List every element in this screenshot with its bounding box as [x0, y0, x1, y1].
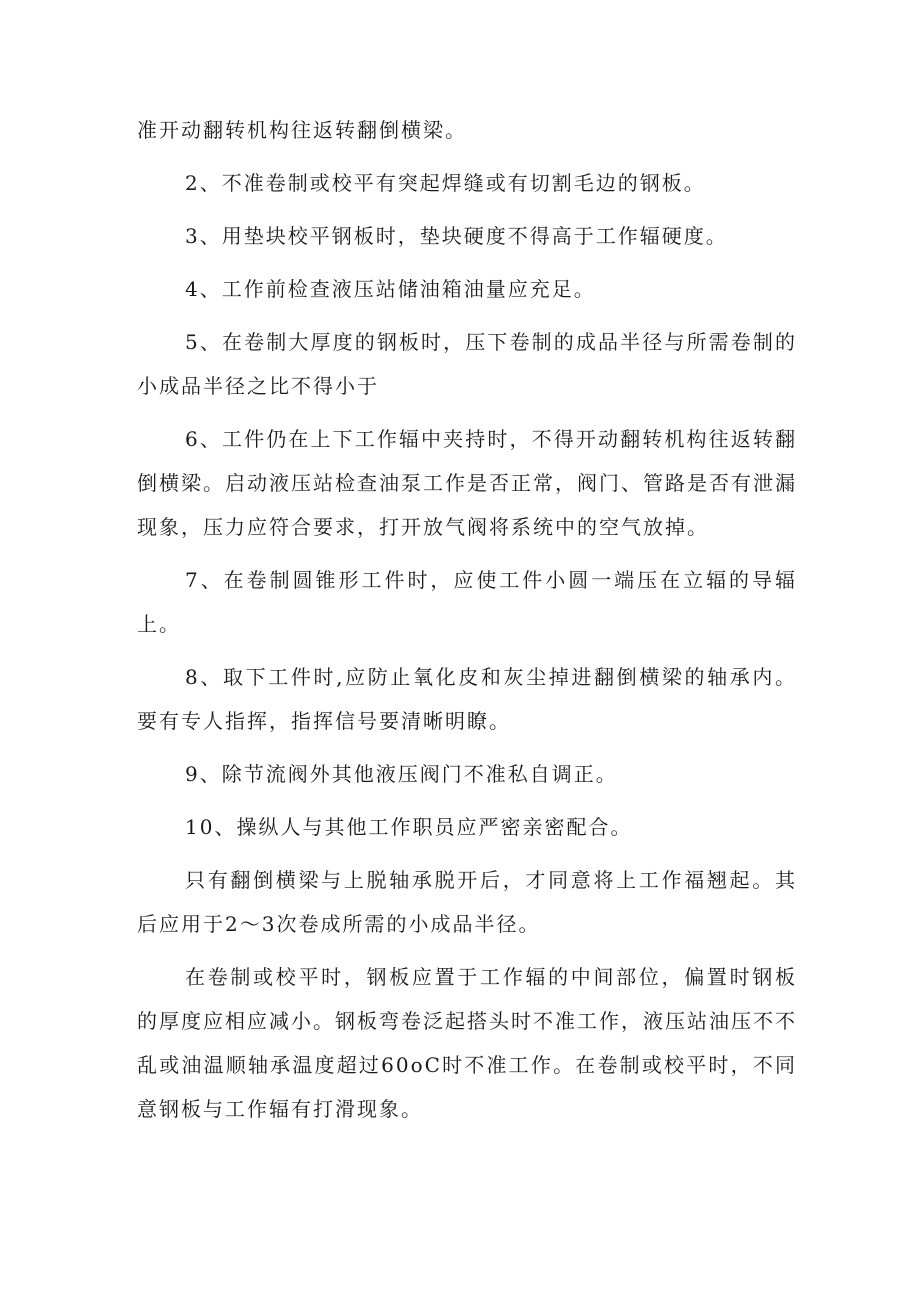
paragraph-item-5: 5、在卷制大厚度的钢板时，压下卷制的成品半径与所需卷制的小成品半径之比不得小于	[137, 330, 797, 398]
paragraph-note-rolling: 在卷制或校平时，钢板应置于工作辐的中间部位，偏置时钢板的厚度应相应减小。钢板弯卷泛起搭头时不准工作，液压站油压不不乱或油温顺轴承温度超过60oC时不准工作。在卷制或校平时，不同意钢板与工作辐有打滑现象。	[137, 965, 797, 1121]
document-body	[137, 108, 797, 1140]
paragraph-item-7: 7、在卷制圆锥形工件时，应使工件小圆一端压在立辐的导辐上。	[137, 568, 797, 636]
paragraph-continuation: 准开动翻转机构往返转翻倒横梁。	[137, 118, 467, 142]
paragraph-item-6: 6、工件仍在上下工作辐中夹持时，不得开动翻转机构往返转翻倒横梁。启动液压站检查油泵工作是否正常，阀门、管路是否有泄漏现象，压力应符合要求，打开放气阀将系统中的空气放掉。	[137, 427, 797, 539]
paragraph-note-upper-roll: 只有翻倒横梁与上脱轴承脱开后，才同意将上工作福翘起。其后应用于2〜3次卷成所需的小成品半径。	[137, 868, 797, 936]
paragraph-item-10: 10、操纵人与其他工作职员应严密亲密配合。	[185, 815, 633, 839]
paragraph-item-8: 8、取下工件时,应防止氧化皮和灰尘掉进翻倒横梁的轴承内。要有专人指挥，指挥信号要清晰明瞭。	[137, 665, 797, 733]
paragraph-item-9: 9、除节流阀外其他液压阀门不准私自调正。	[185, 762, 618, 786]
paragraph-item-3: 3、用垫块校平钢板时，垫块硬度不得高于工作辐硬度。	[185, 224, 728, 248]
paragraph-item-4: 4、工作前检查液压站储油箱油量应充足。	[185, 277, 596, 301]
paragraph-item-2: 2、不准卷制或校平有突起焊缝或有切割毛边的钢板。	[185, 171, 706, 195]
